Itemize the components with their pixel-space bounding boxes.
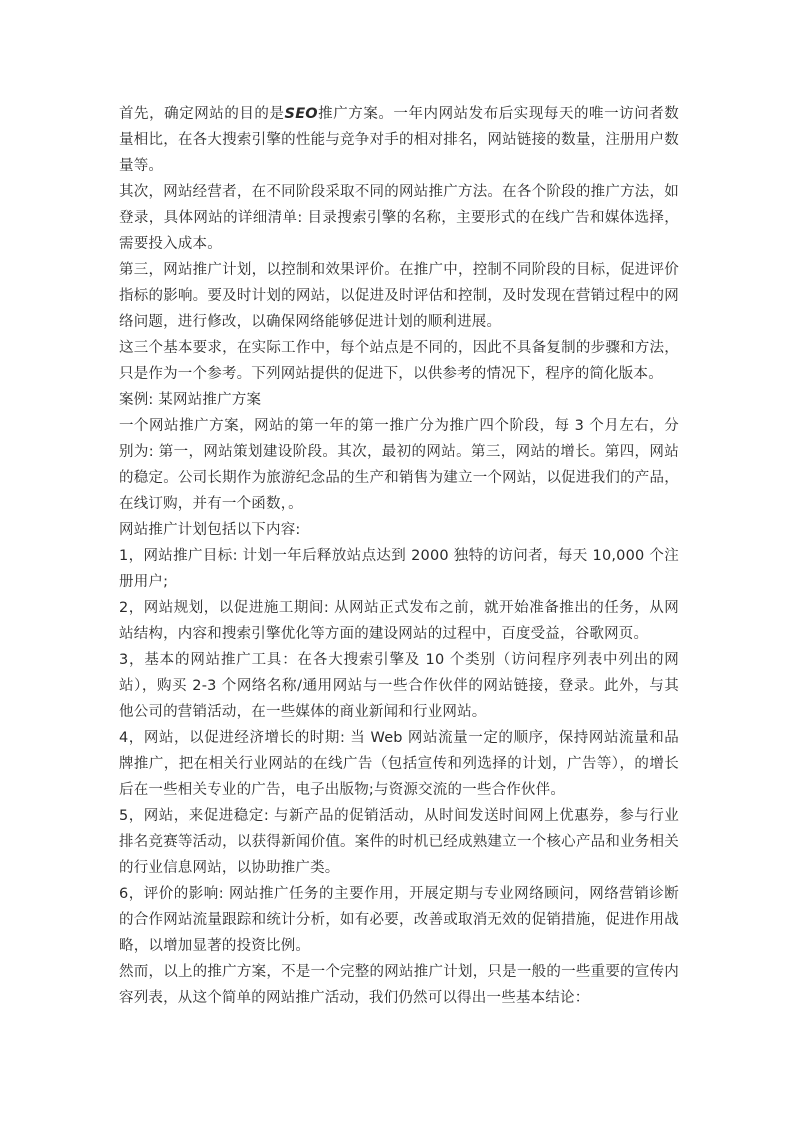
list-item-1: 1，网站推广目标: 计划一年后释放站点达到 2000 独特的访问者，每天 10,000 个注册用户; <box>119 548 679 590</box>
document-body <box>119 101 679 1011</box>
list-item-2: 2，网站规划，以促进施工期间: 从网站正式发布之前，就开始准备推出的任务，从网站结构，内容和搜索引擎优化等方面的建设网站的过程中，百度受益，谷歌网页。 <box>119 600 679 642</box>
list-item-3: 3，基本的网站推广工具：在各大搜索引擎及 10 个类别（访问程序列表中列出的网站），购买 2-3 个网络名称/通用网站与一些合作伙伴的网站链接，登录。此外，与其他公司的营销活动，在一些媒体的商业新闻和行业网站。 <box>119 652 679 720</box>
paragraph-case-description: 一个网站推广方案，网站的第一年的第一推广分为推广四个阶段，每 3 个月左右，分别为: 第一，网站策划建设阶段。其次，最初的网站。第三，网站的增长。第四，网站的稳定。公司长期作为旅游纪念品的生产和销售为建立一个网站，以促进我们的产品，在线订购，并有一个函数，。 <box>119 418 679 512</box>
intro-text-after: 推广方案。一年内网站发布后实现每天的唯一访问者数量相比，在各大搜索引擎的性能与竞争对手的相对排名，网站链接的数量，注册用户数量等。 <box>119 106 679 174</box>
seo-keyword: SEO <box>284 106 318 122</box>
paragraph-requirements: 这三个基本要求，在实际工作中，每个站点是不同的，因此不具备复制的步骤和方法，只是作为一个参考。下列网站提供的促进下，以供参考的情况下，程序的简化版本。 <box>119 340 679 382</box>
list-item-6: 6，评价的影响: 网站推广任务的主要作用，开展定期与专业网络顾问，网络营销诊断的合作网站流量跟踪和统计分析，如有必要，改善或取消无效的促销措施，促进作用战略，以增加显著的投资比例。 <box>119 886 679 954</box>
list-item-5: 5，网站，来促进稳定: 与新产品的促销活动，从时间发送时间网上优惠券，参与行业排名竞赛等活动，以获得新闻价值。案件的时机已经成熟建立一个核心产品和业务相关的行业信息网站，以协助推广类。 <box>119 808 679 876</box>
paragraph-second: 其次，网站经营者，在不同阶段采取不同的网站推广方法。在各个阶段的推广方法，如登录，具体网站的详细清单: 目录搜索引擎的名称，主要形式的在线广告和媒体选择，需要投入成本。 <box>119 184 679 252</box>
paragraph-third: 第三，网站推广计划，以控制和效果评价。在推广中，控制不同阶段的目标，促进评价指标的影响。要及时计划的网站，以促进及时评估和控制，及时发现在营销过程中的网络问题，进行修改，以确保网络能够促进计划的顺利进展。 <box>119 262 679 330</box>
paragraph-conclusion: 然而，以上的推广方案，不是一个完整的网站推广计划，只是一般的一些重要的宣传内容列表，从这个简单的网站推广活动，我们仍然可以得出一些基本结论： <box>119 964 679 1006</box>
paragraph-intro <box>119 101 679 179</box>
case-heading: 案例: 某网站推广方案 <box>119 392 262 408</box>
plan-contents-heading: 网站推广计划包括以下内容: <box>119 522 301 538</box>
list-item-4: 4，网站，以促进经济增长的时期: 当 Web 网站流量一定的顺序，保持网站流量和品牌推广，把在相关行业网站的在线广告（包括宣传和列选择的计划，广告等），的增长后在一些相关专业的广告，电子出版物;与资源交流的一些合作伙伴。 <box>119 730 679 798</box>
intro-text-before: 首先，确定网站的目的是 <box>119 106 285 122</box>
